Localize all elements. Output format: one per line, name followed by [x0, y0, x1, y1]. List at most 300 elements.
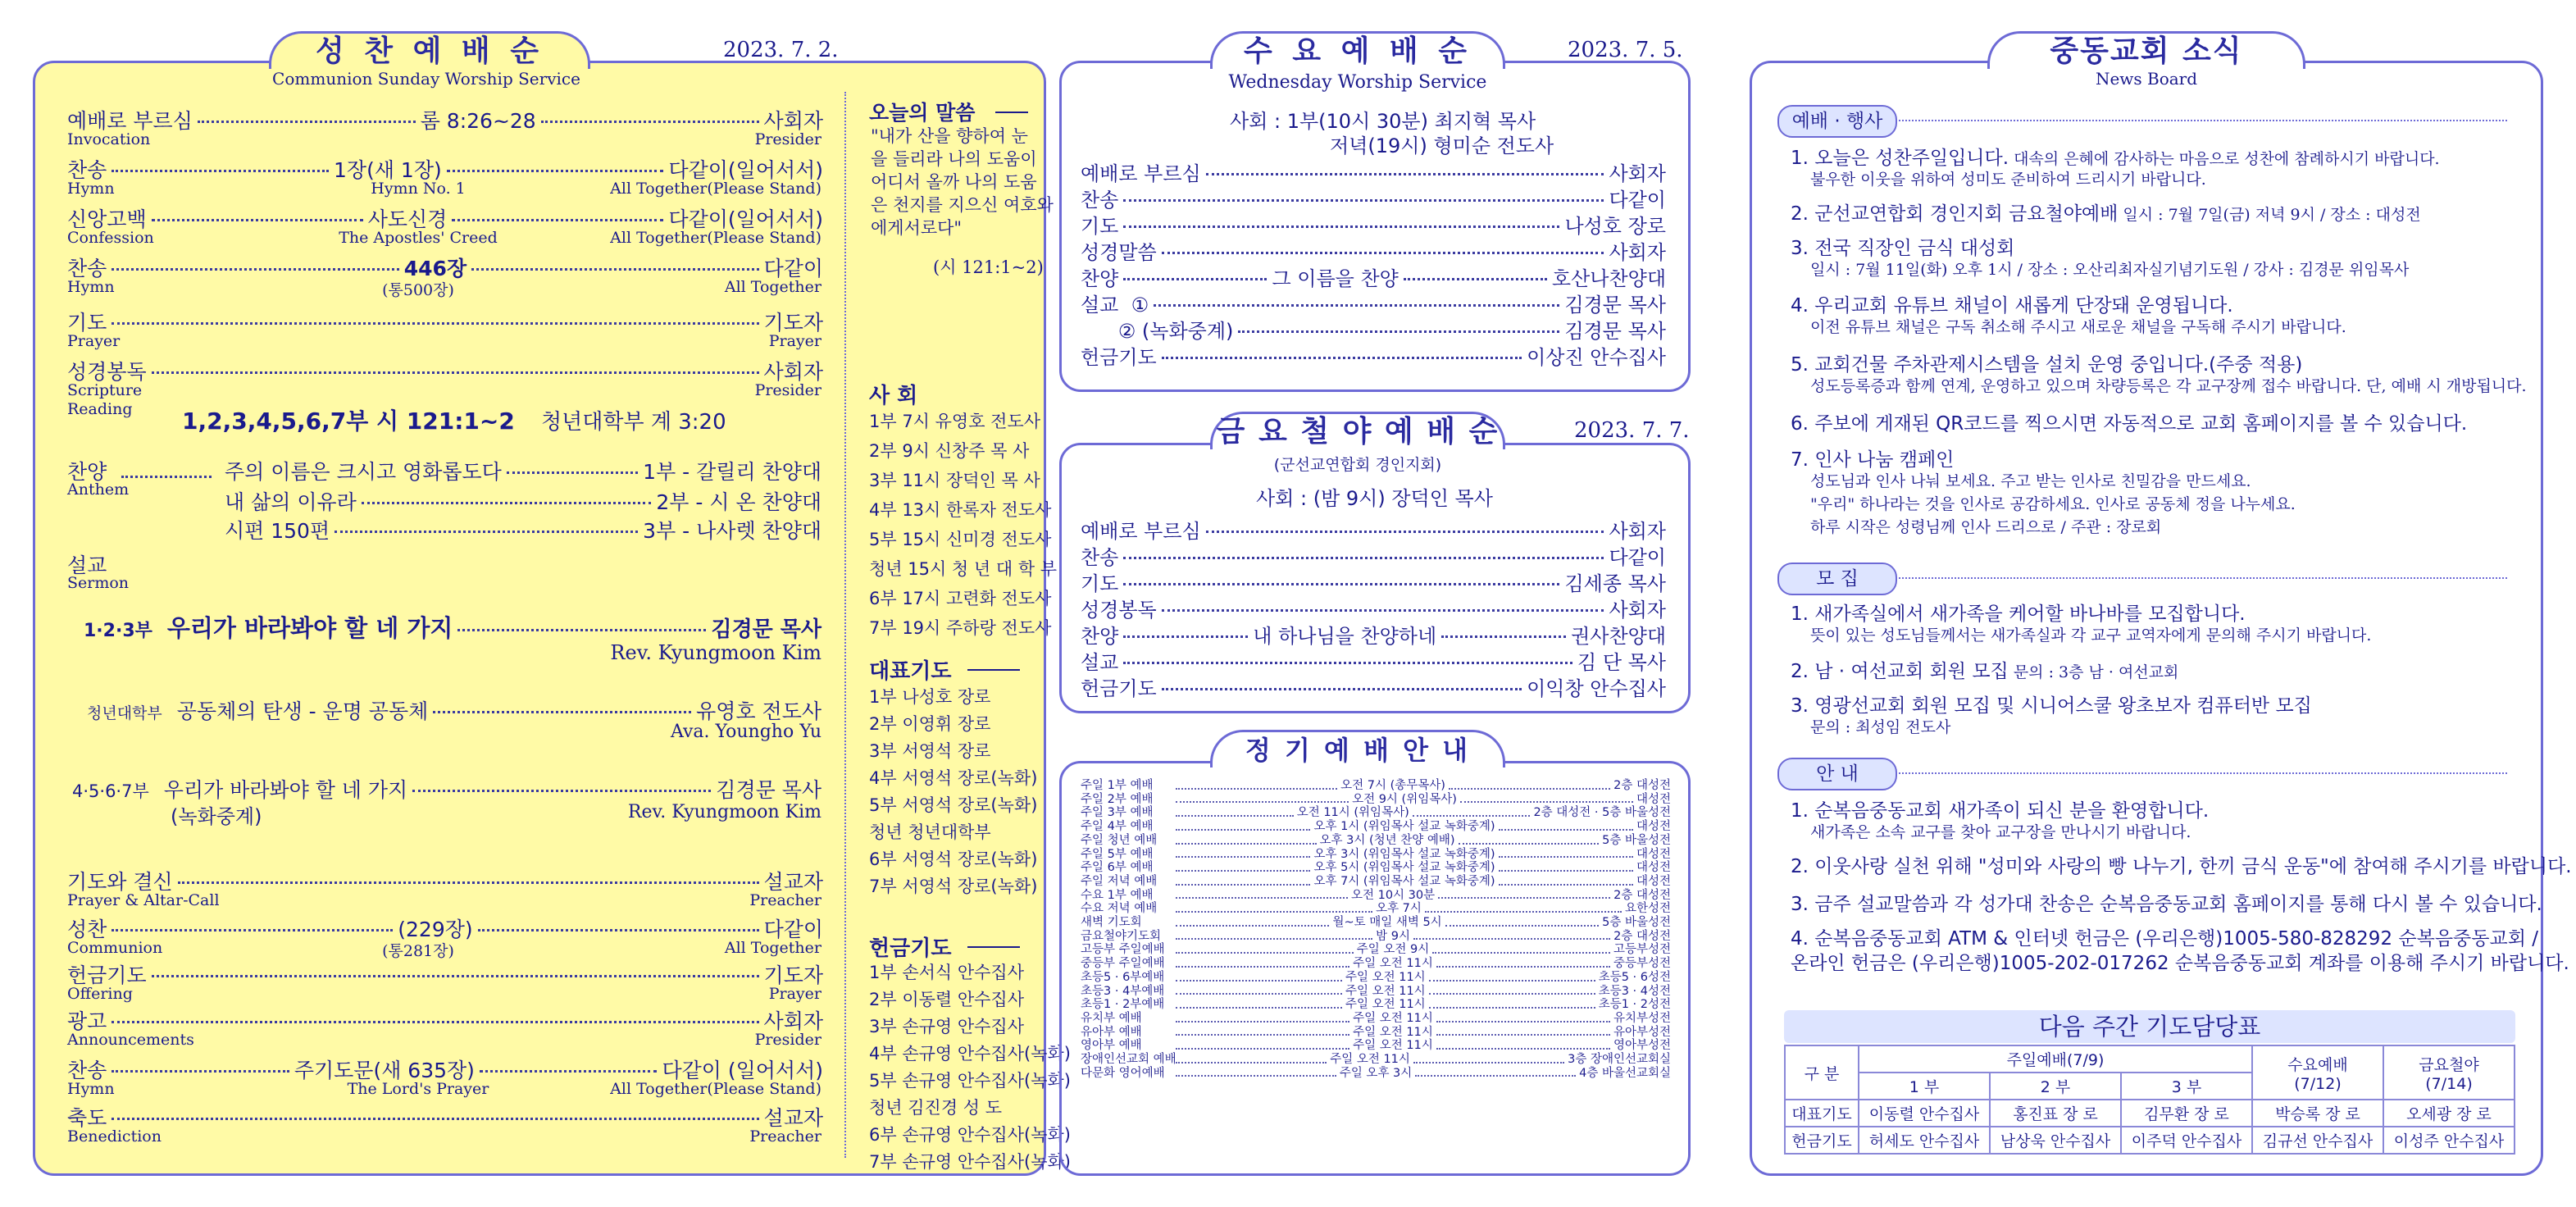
dot-leader: [1162, 252, 1604, 254]
regular-title: 정 기 예 배 안 내: [1245, 735, 1471, 766]
order-item-detail: 사도신경: [367, 207, 448, 231]
order-item-label-en: Prayer: [67, 332, 121, 350]
order-item-leader: 다같이: [763, 257, 824, 280]
host-entry: 1부 7시 유영호 전도사: [869, 412, 1041, 431]
table-header-fri: 금요철야 (7/14): [2383, 1045, 2515, 1100]
news-item-detail: 하루 시작은 성령님께 인사 드리으로 / 주관 : 장로회: [1810, 518, 2162, 536]
news-item-heading: [1791, 198, 2421, 225]
anthem-label-en: Anthem: [67, 481, 130, 499]
schedule-place: 대성전: [1636, 861, 1672, 875]
news-item-heading: [1791, 349, 2302, 376]
schedule-row: [1081, 1067, 1671, 1081]
dot-leader: [1436, 954, 1610, 968]
dot-leader: [1499, 817, 1633, 831]
news-item-detail: 일시 : 7월 7일(금) 저녁 9시 / 장소 : 대성전: [2118, 206, 2421, 224]
dot-leader: [152, 371, 759, 374]
news-subtitle: News Board: [2095, 69, 2198, 89]
schedule-place: 초등3 · 4성전: [1598, 984, 1671, 998]
order-item-leader: 다같이(일어서서): [668, 158, 823, 182]
news-item-title: 4. 순복음중동교회 ATM & 인터넷 헌금은 (우리은행)1005-580-828292 순복음중동교회 /: [1791, 928, 2538, 950]
order-item-leader: 사회자: [1609, 241, 1666, 264]
order-item-label-en: Hymn: [67, 180, 115, 198]
schedule-time: 주일 오후 3시: [1339, 1066, 1413, 1080]
dot-leader: [1176, 831, 1317, 845]
section-rule: [1899, 772, 2507, 774]
order-item-label: 찬양: [1081, 625, 1119, 648]
prayer-table-title: 다음 주간 기도담당표: [1784, 1010, 2515, 1043]
order-item-leader: 호산나찬양대: [1551, 267, 1667, 290]
dot-leader: [1176, 803, 1294, 817]
dot-leader: [1436, 1009, 1610, 1023]
order-item-label: 성경말씀: [1081, 241, 1157, 264]
order-item-label: 예배로 부르심: [1081, 162, 1201, 185]
order-item: [1081, 184, 1666, 212]
prayer-duty-table: [1784, 1045, 2515, 1155]
sermon-later-preacher-en: Rev. Kyungmoon Kim: [627, 802, 821, 822]
schedule-time: 오전 7시 (총무목사): [1340, 779, 1445, 792]
dot-leader: [112, 1070, 289, 1073]
news-item-detail: "우리" 하나라는 것을 인사로 공감하세요. 인사로 공동체 정을 나누세요.: [1810, 495, 2296, 513]
wednesday-host-2: 저녁(19시) 형미순 전도사: [1330, 134, 1554, 157]
dot-leader: [1413, 1050, 1564, 1064]
order-item-leader: 나성호 장로: [1564, 215, 1666, 238]
schedule-service: 주일 2부 예배: [1081, 792, 1154, 806]
order-item: [1081, 157, 1666, 186]
dot-leader: [1176, 982, 1342, 995]
order-item-leader: 사회자: [763, 109, 823, 133]
news-item-heading: 온라인 헌금은 (우리은행)1005-202-017262 순복음중동교회 계좌를 이용해 주시기 바랍니다.: [1791, 953, 2569, 974]
prayer-entry: 2부 이영휘 장로: [869, 714, 991, 734]
schedule-time: 주일 오전 11시: [1353, 1039, 1433, 1053]
table-row: 대표기도 이동렬 안수집사 홍진표 장 로 김무환 장 로 박승록 장 로 오세광 장 로: [1785, 1100, 2515, 1127]
news-item-heading: [1791, 143, 2440, 170]
news-item-heading: [1791, 923, 2538, 950]
order-item: [67, 105, 823, 134]
verse-ref: (시 121:1~2): [933, 257, 1044, 277]
sermon-later-note: (녹화중계): [171, 805, 262, 828]
order-item: [1081, 594, 1666, 622]
order-item-label: 광고: [67, 1009, 107, 1033]
dot-leader: [1499, 845, 1633, 859]
order-item: [1081, 210, 1666, 239]
order-item-leader: 권사찬양대: [1571, 625, 1666, 648]
verse-title: 오늘의 말씀: [869, 101, 976, 125]
sermon-main: 1·2·3부 우리가 바라봐야 할 네 가지 김경문 목사: [84, 614, 821, 642]
schedule-time: 오전 10시 30분: [1350, 888, 1436, 902]
news-item-detail: 성도님과 인사 나눠 보세요. 주고 받는 인사로 친밀감을 만드세요.: [1810, 472, 2251, 490]
offering-title: 헌금기도: [869, 936, 952, 961]
order-item-leader: 이상진 안수집사: [1527, 346, 1666, 369]
order-item-label-en: Offering: [67, 985, 133, 1003]
offering-entry: 5부 손규영 안수집사(녹화): [869, 1071, 1071, 1091]
news-title: 중동교회 소식: [2050, 34, 2243, 68]
prayer-entry: 4부 서영석 장로(녹화): [869, 768, 1038, 788]
dot-leader: [541, 121, 759, 123]
order-item-label: 설교: [1081, 651, 1119, 674]
schedule-time: 주일 오전 11시: [1353, 1011, 1433, 1025]
news-item-title: 2. 남 · 여선교회 회원 모집: [1791, 661, 2009, 682]
news-item-title: 4. 우리교회 유튜브 채널이 새롭게 단장돼 운영됩니다.: [1791, 295, 2233, 317]
dot-leader: [1238, 330, 1559, 333]
wednesday-title-tab: [1210, 31, 1505, 69]
order-item-leader: 다같이(일어서서): [668, 207, 823, 231]
host-entry: 4부 13시 한록자 전도사: [869, 500, 1052, 520]
news-item-heading: [1791, 599, 2246, 626]
reading-youth: 청년대학부 계 3:20: [541, 410, 726, 435]
order-item-label: 신앙고백: [67, 207, 147, 231]
dot-leader: [112, 170, 329, 172]
regular-title-tab: [1210, 730, 1505, 767]
schedule-service: 주일 6부 예배: [1081, 861, 1154, 875]
schedule-place: 초등5 · 6성전: [1598, 970, 1671, 984]
schedule-time: 오전 11시 (위임목사): [1296, 806, 1409, 820]
offering-entry: 7부 손규영 안수집사(녹화): [869, 1152, 1071, 1172]
schedule-service: 유아부 예배: [1081, 1025, 1142, 1039]
order-item: [67, 356, 823, 385]
dot-leader: [1123, 278, 1267, 280]
anthem-label: 찬양: [67, 460, 107, 484]
order-item-label-en: Prayer & Altar-Call: [67, 891, 220, 909]
dot-leader: [1432, 940, 1610, 954]
dot-leader: [1176, 817, 1310, 831]
order-item-leader: 이익창 안수집사: [1527, 677, 1666, 700]
schedule-place: 초등1 · 2성전: [1598, 998, 1671, 1012]
schedule-place: 유아부성전: [1613, 1025, 1672, 1039]
table-subheader: 2 부: [1990, 1073, 2121, 1100]
dot-leader: [447, 170, 664, 172]
order-item-leader: 설교자: [763, 1106, 823, 1130]
table-row: 헌금기도 허세도 안수집사 남상욱 안수집사 이주덕 안수집사 김규선 안수집사 이성주 안수집사: [1785, 1127, 2515, 1154]
order-item-leader: 다같이: [1609, 546, 1666, 569]
schedule-place: 대성전: [1636, 792, 1671, 806]
prayer-list: [869, 684, 1037, 900]
schedule-place: 2층 대성전: [1613, 929, 1672, 943]
dot-leader: [1176, 872, 1310, 886]
order-item: [67, 959, 823, 989]
schedule-row: [1081, 793, 1671, 807]
dot-leader: [1415, 1064, 1576, 1077]
news-item-detail: 일시 : 7월 11일(화) 오후 1시 / 장소 : 오산리최자실기념기도원 / 강사 : 김경문 위임목사: [1810, 261, 2410, 279]
table-subheader: 1 부: [1859, 1073, 1990, 1100]
friday-subtitle: (군선교연합회 경인지회): [1273, 456, 1442, 474]
dot-leader: [1449, 776, 1610, 790]
order-item-leader-en: Prayer: [768, 332, 821, 350]
order-item: [1081, 567, 1666, 596]
dot-leader: [1438, 886, 1610, 900]
news-item-title: 5. 교회건물 주차관제시스템을 설치 운영 중입니다.(주중 적용): [1791, 354, 2303, 376]
friday-date: 2023. 7. 7.: [1574, 418, 1690, 443]
offering-entry: 6부 손규영 안수집사(녹화): [869, 1125, 1071, 1145]
schedule-service: 고등부 주일예배: [1081, 943, 1165, 957]
sunday-subtitle: Communion Sunday Worship Service: [272, 69, 580, 89]
prayer-title: 대표기도: [869, 659, 952, 684]
order-item: [67, 1102, 823, 1132]
dot-leader: [1176, 1009, 1349, 1023]
host-entry: 2부 9시 신창주 목 사: [869, 441, 1030, 461]
schedule-service: 장애인선교회 예배: [1081, 1053, 1176, 1067]
order-item: [1081, 262, 1666, 291]
news-item-title: 3. 영광선교회 회원 모집 및 시니어스쿨 왕초보자 컴퓨터반 모집: [1791, 695, 2312, 717]
schedule-place: 4층 바울선교회실: [1579, 1066, 1671, 1080]
offering-list: [869, 959, 1071, 1176]
news-item-detail: 불우한 이웃을 위하여 성미도 준비하여 드리시기 바랍니다.: [1810, 171, 2206, 189]
schedule-service: 주일 5부 예배: [1081, 847, 1154, 861]
order-item-label: 찬송: [67, 257, 107, 280]
schedule-row: [1081, 1039, 1671, 1053]
order-item: [1081, 515, 1666, 544]
wednesday-subtitle: Wednesday Worship Service: [1228, 72, 1487, 93]
news-item-title: 2. 이웃사랑 실천 위해 "성미와 사랑의 빵 나누기, 한끼 금식 운동"에 참여해 주시기를 바랍니다.: [1791, 856, 2572, 877]
news-item-title: 1. 오늘은 성찬주일입니다.: [1791, 148, 2009, 169]
order-item-leader: 설교자: [763, 870, 823, 894]
dot-leader: [1176, 1050, 1327, 1064]
news-item-heading: [1791, 233, 2014, 260]
dot-leader: [1436, 1023, 1610, 1036]
prayer-entry: 6부 서영석 장로(녹화): [869, 849, 1038, 869]
news-item-title: 6. 주보에 게재된 QR코드를 찍으시면 자동적으로 교회 홈페이지를 볼 수 있습니다.: [1791, 413, 2468, 435]
sermon-youth-preacher-en: Ava. Youngho Yu: [671, 722, 821, 742]
order-item-label: 기도: [67, 311, 107, 335]
schedule-service: 초등5 · 6부예배: [1081, 970, 1165, 984]
order-item-leader: 사회자: [1609, 162, 1666, 185]
schedule-place: 유치부성전: [1613, 1011, 1672, 1025]
order-item-leader: 기도자: [763, 963, 823, 987]
schedule-service: 주일 4부 예배: [1081, 820, 1154, 834]
order-item-leader-en: Preacher: [749, 1127, 821, 1146]
order-item-leader-en: All Together(Please Stand): [610, 229, 821, 247]
dot-leader: [1176, 1023, 1349, 1036]
order-item-leader: 김 단 목사: [1577, 651, 1666, 674]
order-item-label: 성찬: [67, 918, 107, 941]
host-entry: 6부 17시 고련화 전도사: [869, 589, 1052, 608]
dot-leader: [1499, 872, 1633, 886]
host-entry: 청년 15시 청 년 대 학 부: [869, 559, 1058, 579]
offering-entry: 2부 이동렬 안수집사: [869, 990, 1024, 1009]
order-item-label: ② (녹화중계): [1081, 320, 1234, 343]
order-item-label-en: Confession: [67, 229, 154, 247]
schedule-place: 중등부성전: [1613, 957, 1672, 971]
news-item-heading: [1791, 889, 2542, 916]
dot-leader: [1123, 199, 1604, 202]
host-entry: 7부 19시 주하랑 전도사: [869, 618, 1052, 638]
host-entry: 5부 15시 신미경 전도사: [869, 530, 1052, 549]
order-item-leader-en: All Together(Please Stand): [610, 180, 821, 198]
order-item-leader-en: All Together: [724, 278, 821, 296]
order-item-leader: 사회자: [763, 1009, 823, 1033]
order-item: [1081, 236, 1666, 265]
news-item-heading: [1791, 444, 1954, 471]
order-item-label: 찬송: [67, 158, 107, 182]
schedule-service: 주일 3부 예배: [1081, 806, 1154, 820]
table-header-wed: 수요예배 (7/12): [2252, 1045, 2383, 1100]
dot-leader: [1445, 913, 1599, 927]
dot-leader: [152, 219, 363, 221]
dot-leader: [1176, 913, 1329, 927]
host-title: 사 회: [869, 384, 918, 408]
table-header-sunday: 주일예배(7/9): [1859, 1045, 2252, 1073]
sunday-date: 2023. 7. 2.: [723, 38, 839, 62]
order-item: [1081, 672, 1666, 701]
verse-text: "내가 산을 향하여 눈 을 들리라 나의 도움이 어디서 올까 나의 도움 은 천지를 지으신 여호와 에게서로다": [871, 126, 1054, 238]
order-item: [1081, 646, 1666, 675]
schedule-service: 새벽 기도회: [1081, 916, 1142, 930]
order-item-detail: 주기도문(새 635장): [294, 1059, 475, 1082]
news-title-tab: [1987, 31, 2305, 69]
order-item-leader-en: Presider: [754, 381, 821, 399]
wednesday-date: 2023. 7. 5.: [1568, 38, 1683, 62]
host-list: [869, 407, 1057, 643]
schedule-service: 주일 청년 예배: [1081, 833, 1158, 847]
schedule-time: 오후 3시 (위임목사 설교 녹화중계): [1313, 847, 1495, 861]
offering-entry: 청년 김진경 성 도: [869, 1098, 1003, 1118]
order-item: [1081, 341, 1666, 370]
sermon-youth: 청년대학부 공동체의 탄생 - 운명 공동체 유영호 전도사: [87, 699, 821, 723]
order-item-label: 헌금기도: [1081, 346, 1157, 369]
schedule-service: 수요 저녁 예배: [1081, 902, 1158, 916]
order-item-detail: 1장(새 1장): [334, 158, 442, 182]
dot-leader: [1499, 858, 1633, 872]
offering-entry: 1부 손서식 안수집사: [869, 963, 1024, 982]
schedule-time: 오후 1시 (위임목사 설교 녹화중계): [1313, 820, 1495, 834]
anthem-line: 내 삶의 이유라 2부 - 시 온 찬양대: [225, 490, 821, 514]
sermon-later: 4·5·6·7부 우리가 바라봐야 할 네 가지 김경문 목사: [72, 778, 821, 802]
dot-leader: [1154, 304, 1559, 307]
news-item-heading: [1791, 795, 2209, 822]
order-item-leader-en: Presider: [754, 130, 821, 148]
order-item-leader: 다같이: [1609, 189, 1666, 212]
dot-leader: [1176, 1064, 1336, 1077]
dot-leader: [1441, 635, 1566, 638]
schedule-place: 고등부성전: [1613, 943, 1671, 957]
schedule-place: 요한성전: [1624, 902, 1672, 916]
schedule-time: 오후 7시 (위임목사 설교 녹화중계): [1313, 874, 1495, 888]
order-item: [67, 307, 823, 336]
order-item-leader: 김경문 목사: [1564, 320, 1666, 343]
schedule-place: 대성전: [1636, 874, 1672, 888]
order-item-leader: 사회자: [763, 360, 823, 384]
dot-leader: [152, 975, 759, 977]
schedule-time: 주일 오전 11시: [1345, 998, 1426, 1012]
order-item-leader: 다같이: [763, 918, 824, 941]
dot-leader: [1206, 173, 1604, 175]
order-item-detail-en: The Lord's Prayer: [347, 1080, 489, 1098]
dot-leader: [1176, 790, 1349, 804]
order-item-leader: 기도자: [763, 311, 823, 335]
dot-leader: [471, 268, 758, 271]
dot-leader: [1429, 995, 1595, 1009]
dot-leader: [1162, 357, 1522, 359]
prayer-entry: 3부 서영석 장로: [869, 741, 991, 761]
news-item-title: 3. 금주 설교말씀과 각 성가대 찬송은 순복음중동교회 홈페이지를 통해 다시 볼 수 있습니다.: [1791, 894, 2542, 915]
news-item-title: 2. 군선교연합회 경인지회 금요철야예배: [1791, 203, 2119, 225]
friday-host: 사회 : (밤 9시) 장덕인 목사: [1256, 487, 1493, 510]
anthem-line: 시편 150편 3부 - 나사렛 찬양대: [225, 519, 821, 543]
dot-leader: [112, 322, 758, 325]
order-item-leader: 김세종 목사: [1564, 572, 1666, 595]
schedule-service: 주일 저녁 예배: [1081, 874, 1158, 888]
news-item-detail: 새가족은 소속 교구를 찾아 교구장을 만나시기 바랍니다.: [1810, 823, 2191, 841]
dot-leader: [1162, 688, 1522, 690]
schedule-service: 금요철야기도회: [1081, 929, 1162, 943]
dot-leader: [478, 929, 759, 931]
dot-leader: [1206, 531, 1604, 533]
news-item-heading: [1791, 408, 2467, 435]
schedule-time: 오후 7시: [1376, 902, 1422, 916]
news-item-heading: [1791, 290, 2233, 317]
schedule-time: 주일 오전 11시: [1353, 957, 1433, 971]
dot-leader: [1404, 278, 1547, 280]
schedule-place: 5층 바울성전: [1602, 833, 1672, 847]
offering-entry: 4부 손규영 안수집사(녹화): [869, 1044, 1071, 1064]
dot-leader: [1429, 982, 1595, 995]
order-item-leader: 다같이 (일어서서): [662, 1059, 823, 1082]
news-item-detail: 뜻이 있는 성도님들께서는 새가족실과 각 교구 교역자에게 문의해 주시기 바랍니다.: [1810, 626, 2372, 644]
dot-leader: [1123, 225, 1559, 228]
order-item-leader-en: Preacher: [749, 891, 821, 909]
order-item-leader-en: All Together: [724, 939, 821, 957]
order-item-label-en: Benediction: [67, 1127, 162, 1146]
schedule-service: 수요 1부 예배: [1081, 888, 1154, 902]
news-item-detail: 이전 유튜브 채널은 구독 취소해 주시고 새로운 채널을 구독해 주시기 바랍니다.: [1810, 318, 2346, 336]
order-item-label: 찬송: [67, 1059, 107, 1082]
prayer-entry: 1부 나성호 장로: [869, 687, 991, 707]
news-item-heading: [1791, 690, 2312, 717]
schedule-time: 밤 9시: [1376, 929, 1410, 943]
order-item-detail: 내 하나님을 찬양하네: [1253, 625, 1437, 648]
regular-schedule-list: [1081, 779, 1671, 1080]
dot-leader: [1176, 927, 1372, 941]
section-rule: [1899, 577, 2507, 579]
anthem-line: 주의 이름은 크시고 영화롭도다 1부 - 갈릴리 찬양대: [225, 460, 821, 484]
dot-leader: [1123, 635, 1248, 638]
schedule-place: 대성전: [1636, 847, 1672, 861]
schedule-time: 오후 5시 (위임목사 설교 녹화중계): [1313, 861, 1495, 875]
wednesday-title: 수 요 예 배 순: [1243, 34, 1472, 68]
order-item-detail-en: (통281장): [382, 942, 454, 960]
dot-leader: [1176, 899, 1372, 913]
verse-title-rule: [995, 112, 1028, 113]
dot-leader: [1413, 803, 1531, 817]
news-item-title: 7. 인사 나눔 캠페인: [1791, 449, 1955, 471]
table-subheader: 3 부: [2121, 1073, 2252, 1100]
order-item-leader: 사회자: [1609, 599, 1666, 622]
reading-main: 1,2,3,4,5,6,7부 시 121:1~2: [182, 408, 515, 435]
dot-leader: [480, 1070, 658, 1073]
order-item-detail: 그 이름을 찬양: [1272, 267, 1399, 290]
schedule-place: 2층 대성전: [1613, 779, 1671, 792]
dot-leader: [1425, 899, 1622, 913]
schedule-service: 영아부 예배: [1081, 1039, 1142, 1053]
order-item: [1081, 289, 1666, 317]
news-item-heading: [1791, 656, 2178, 683]
order-item-detail: 롬 8:26~28: [420, 109, 536, 133]
section-label-recruit: 모 집: [1777, 563, 1897, 595]
dot-leader: [1162, 609, 1604, 612]
order-item-label: 찬양: [1081, 267, 1119, 290]
dot-leader: [112, 1021, 758, 1023]
dot-leader: [1429, 968, 1595, 982]
dot-leader: [1123, 662, 1572, 664]
prayer-title-rule: [967, 669, 1020, 671]
dot-leader: [112, 268, 398, 271]
news-item-title: 1. 순복음중동교회 새가족이 되신 분을 환영합니다.: [1791, 800, 2210, 822]
order-item-label: 기도: [1081, 572, 1119, 595]
dot-leader: [452, 219, 663, 221]
schedule-time: 주일 오전 11시: [1345, 984, 1426, 998]
order-item-leader: 사회자: [1609, 520, 1666, 543]
offering-entry: 3부 손규영 안수집사: [869, 1017, 1024, 1036]
order-item-label-en: Scripture: [67, 381, 143, 399]
